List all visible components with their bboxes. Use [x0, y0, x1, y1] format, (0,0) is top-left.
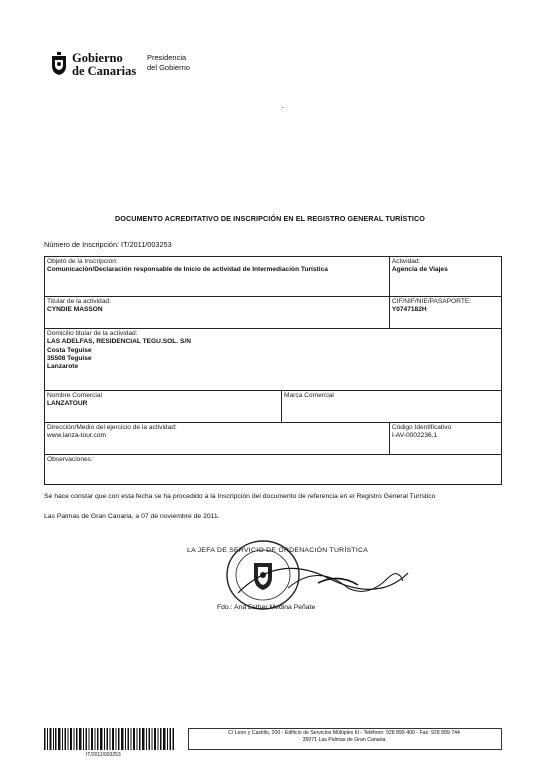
observations-cell	[45, 455, 502, 485]
cif-label: CIF/NIF/NIE/PASAPORTE:	[391, 298, 472, 305]
direction-cell	[45, 423, 390, 455]
presidency-text	[147, 53, 190, 73]
address-value: LAS ADELFAS, RESIDENCIAL TEGU.SOL. S/N Costa Teguise 35508 Teguise Lanzarote	[47, 338, 191, 371]
footer-address-line-1: C/ Leon y Castillo, 200 - Edificio de Servicios Múltiples III - Teléfono: 928 899 400 - Fax: 928 899 744	[228, 730, 460, 736]
footer-address-line-2: 35071 Las Palmas de Gran Canaria	[302, 737, 386, 743]
direction-label: Dirección/Medio del ejercicio de la actividad:	[47, 424, 177, 431]
document-title: DOCUMENTO ACREDITATIVO DE INSCRIPCIÓN EN EL REGISTRO GENERAL TURÍSTICO	[115, 214, 425, 223]
brand-cell	[282, 391, 502, 423]
barcode-icon	[44, 728, 174, 750]
trade-name-value: LANZATOUR	[47, 400, 88, 408]
cif-cell	[389, 297, 501, 329]
code-cell	[389, 423, 501, 455]
object-cell	[45, 257, 390, 297]
signature-title: LA JEFA DE SERVICIO DE ORDENACIÓN TURÍSTICA	[187, 547, 369, 554]
signature-name: Fdo.: Ana Esther Medina Peñate	[217, 604, 316, 611]
registration-form-table	[44, 256, 502, 485]
direction-value: www.lanza-tour.com	[47, 432, 106, 440]
brand-label: Marca Comercial	[284, 392, 334, 399]
registration-number: Número de Inscripción: IT/2011/003253	[44, 240, 172, 249]
activity-value: Agencia de Viajes	[391, 266, 448, 274]
address-label: Domicilio titular de la actividad:	[47, 330, 138, 337]
activity-label: Actividad:	[391, 258, 421, 265]
address-cell	[45, 329, 502, 391]
place-date: Las Palmas de Gran Canaria, a 07 de noviembre de 2011.	[44, 513, 220, 520]
cif-value: Y0747182H	[391, 306, 427, 314]
object-value: Comunicación/Declaración responsable de Inicio de actividad de Intermediación Turística	[47, 266, 328, 274]
coat-of-arms-icon	[50, 52, 68, 76]
holder-label: Titular de la actividad:	[47, 298, 111, 305]
trade-name-label: Nombre Comercial	[47, 392, 102, 399]
logo-line-1: Gobierno	[72, 51, 123, 65]
presidency-line-1: Presidencia	[147, 53, 187, 62]
activity-cell	[389, 257, 501, 297]
trade-name-cell	[45, 391, 282, 423]
presidency-line-2: del Gobierno	[147, 63, 190, 72]
object-label: Objeto de la Inscripción:	[47, 258, 118, 265]
mark-dot: ·	[281, 103, 284, 112]
holder-value: CYNDIE MASSON	[47, 306, 103, 314]
logo-line-2: de Canarias	[72, 64, 137, 78]
code-value: I-AV-0002236.1	[391, 432, 438, 440]
government-logo-text	[72, 52, 136, 78]
footer-address	[190, 730, 498, 744]
holder-cell	[45, 297, 390, 329]
registration-note: Se hace constar que con esta fecha se ha procedido a la Inscripción del documento de referencia en el Registro General Turístico	[44, 493, 436, 500]
code-label: Código Identificativo	[391, 424, 452, 431]
observations-label: Observaciones:	[47, 456, 93, 463]
barcode-number: IT/2011/003253	[86, 752, 121, 758]
